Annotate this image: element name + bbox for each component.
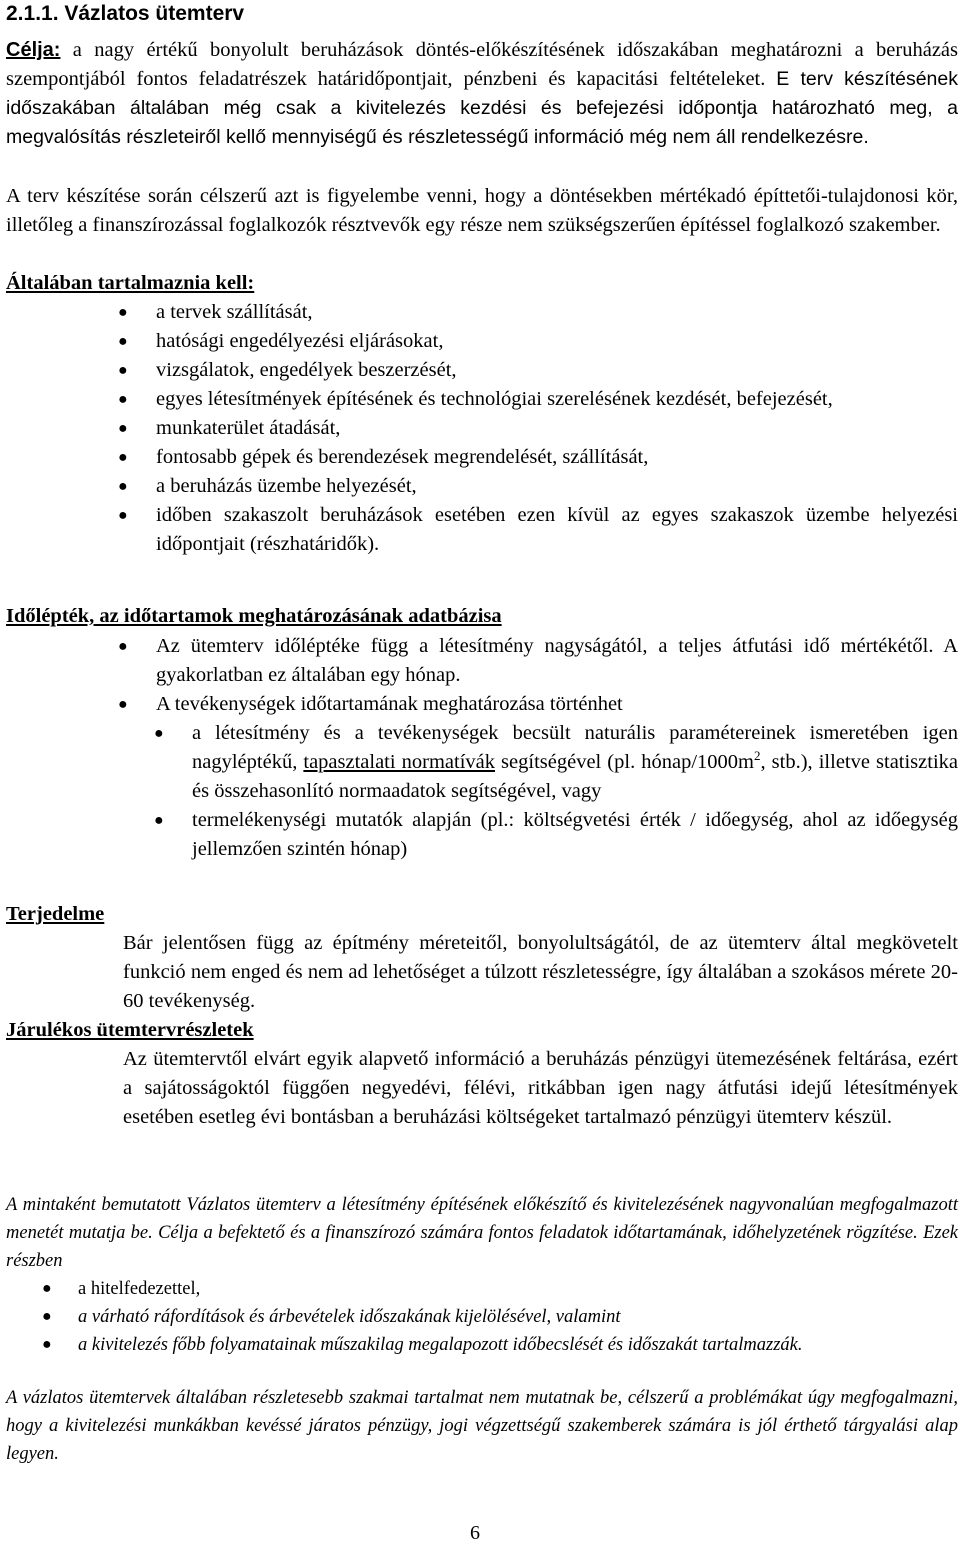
note-item — [42, 1331, 958, 1359]
page-number: 6 — [470, 1522, 480, 1544]
bullet-icon: ● — [118, 420, 128, 437]
list-item-text: munkaterület átadását, — [156, 417, 341, 439]
bullet-icon: ● — [42, 1308, 52, 1325]
list-item — [118, 443, 958, 472]
note-paragraph: A mintaként bemutatott Vázlatos ütemterv a létesítmény építésének előkészítő és kivitelezésének nagyvonalúan megfogalmazott menetét mutatja be. Célja a befektető és a finanszírozó számára fontos feladatok időtartamának, időhelyzetének rögzítése. Ezek részben — [6, 1195, 958, 1271]
bullet-icon: ● — [118, 507, 128, 524]
list-item — [118, 472, 958, 501]
contents-label — [6, 269, 254, 298]
closing-paragraph: A vázlatos ütemtervek általában részletesebb szakmai tartalmat nem mutatnak be, célszerű a problémákat úgy megfogalmazni, hogy a kivitelezési munkákban kevéssé járatos pénzügy, jogi végzettségű szakemberek számára is jól érthető tárgyalási alap legyen. — [6, 1388, 958, 1464]
scope-text: Bár jelentősen függ az építmény méreteitől, bonyolultságától, de az ütemterv által megkövetelt funkció nem enged és nem ad lehetőséget a túlzott részletességre, így általában a szokásos mérete 20-60 tevékenység. — [123, 932, 958, 1012]
bullet-icon: ● — [118, 362, 128, 379]
sublist-item — [154, 719, 958, 806]
list-item-text: a beruházás üzembe helyezését, — [156, 475, 417, 497]
list-item — [118, 414, 958, 443]
list-item — [118, 632, 958, 690]
bullet-icon: ● — [42, 1336, 52, 1353]
bullet-icon: ● — [118, 478, 128, 495]
sublist-text: termelékenységi mutatók alapján (pl.: költségvetési érték / időegység, ahol az időegység jellemzően szintén hónap) — [192, 809, 958, 860]
purpose-text-1: a nagy értékű bonyolult beruházások döntés-előkészítésének időszakában meghatározni a beruházás szempontjából fontos feladatrészek határidőpontjait, pénzbeni és kapacitási feltételeket. — [6, 39, 958, 90]
section-heading: 2.1.1. Vázlatos ütemterv — [6, 2, 245, 25]
extras-label — [6, 1016, 254, 1045]
list-item — [118, 385, 958, 414]
purpose-text-2: E terv készítésének időszakában általában még csak a kivitelezés kezdési és befejezési időpontja határozható meg, a megvalósítás részleteiről kellő mennyiségű és részletességű információ még nem áll rendelkezésre. — [6, 68, 958, 148]
note-item-text: a kivitelezés főbb folyamatainak műszakilag megalapozott időbecslését és időszakát tartalmazzák. — [78, 1335, 803, 1355]
scope-label-text: Terjedelme — [6, 903, 105, 925]
contents-list — [118, 298, 958, 559]
contents-label-text: Általában tartalmaznia kell: — [6, 272, 255, 294]
list-item — [118, 298, 958, 327]
sublist-item — [154, 806, 958, 864]
list-item-text: időben szakaszolt beruházások esetében ezen kívül az egyes szakaszok üzembe helyezési időpontjait (részhatáridők). — [156, 504, 958, 555]
bullet-icon: ● — [118, 304, 128, 321]
scope-label — [6, 900, 104, 929]
bullet-icon: ● — [154, 725, 164, 742]
bullet-icon: ● — [118, 638, 128, 655]
list-item-text: fontosabb gépek és berendezések megrendelését, szállítását, — [156, 446, 649, 468]
list-item-text: Az ütemterv időléptéke függ a létesítmény nagyságától, a teljes átfutási idő mértékétől. A gyakorlatban ez általában egy hónap. — [156, 635, 958, 686]
bullet-icon: ● — [118, 449, 128, 466]
note-item-text: a hitelfedezettel, — [78, 1279, 201, 1299]
bullet-icon: ● — [118, 696, 128, 713]
superscript: 2 — [754, 748, 761, 764]
list-item — [118, 356, 958, 385]
list-item-text: A tevékenységek időtartamának meghatározása történhet — [156, 693, 623, 715]
sublist-text: , stb.), illetve statisztika és összehasonlító normaadatok segítségével, vagy — [192, 751, 958, 802]
sublist-text: a létesítmény és a tevékenységek becsült naturális paramétereinek ismeretében igen nagyléptékű, — [192, 722, 958, 773]
list-item-text: egyes létesítmények építésének és technológiai szerelésének kezdését, befejezését, — [156, 388, 833, 410]
list-item — [118, 501, 958, 559]
list-item-text: a tervek szállítását, — [156, 301, 313, 323]
extras-text: Az ütemtervtől elvárt egyik alapvető információ a beruházás pénzügyi ütemezésének feltárása, ezért a sajátosságoktól függően negyedévi, félévi, ritkábban igen nagy átfutási idejű létesítmények esetében esetleg évi bontásban a beruházási költségeket tartalmazó pénzügyi ütemterv készül. — [123, 1048, 958, 1128]
purpose-paragraph — [6, 36, 958, 152]
list-item-text: vizsgálatok, engedélyek beszerzését, — [156, 359, 457, 381]
note-item-text: a várható ráfordítások és árbevételek időszakának kijelölésével, valamint — [78, 1307, 621, 1327]
note-item — [42, 1303, 958, 1331]
note-list — [42, 1275, 958, 1359]
list-item-text: hatósági engedélyezési eljárásokat, — [156, 330, 444, 352]
timescale-sublist — [118, 719, 958, 864]
list-item — [118, 327, 958, 356]
bullet-icon: ● — [118, 391, 128, 408]
timescale-label-text: Időlépték, az időtartamok meghatározásának adatbázisa — [6, 605, 502, 627]
bullet-icon: ● — [154, 812, 164, 829]
bullet-icon: ● — [42, 1280, 52, 1297]
purpose-label: Célja: — [6, 39, 61, 61]
timescale-label — [6, 602, 502, 631]
normatives-link: tapasztalati normatívák — [303, 751, 495, 773]
bullet-icon: ● — [118, 333, 128, 350]
extras-label-text: Járulékos ütemtervrészletek — [6, 1019, 254, 1041]
note-item — [42, 1275, 958, 1303]
timescale-list — [118, 632, 958, 864]
consideration-paragraph: A terv készítése során célszerű azt is figyelembe venni, hogy a döntésekben mértékadó építtetői-tulajdonosi kör, illetőleg a finanszírozással foglalkozók résztvevők egy része nem szükségszerűen építéssel foglalkozó szakember. — [6, 185, 958, 236]
sublist-text: segítségével (pl. hónap/1000m — [495, 751, 754, 773]
list-item — [118, 690, 958, 719]
